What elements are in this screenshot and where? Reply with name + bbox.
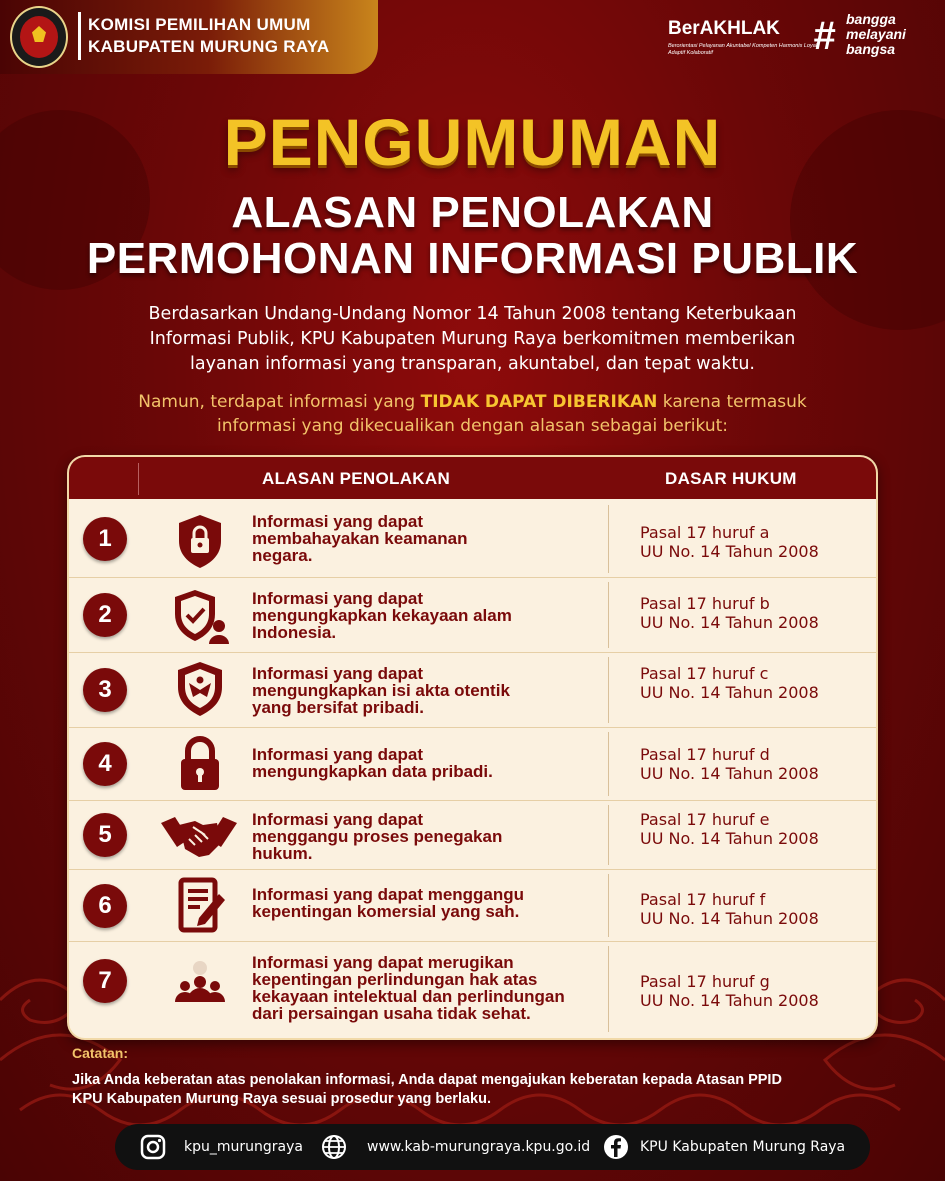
row-number: 3 — [83, 668, 127, 712]
exception-note — [100, 390, 845, 438]
org-name — [88, 14, 330, 58]
law-text — [640, 523, 860, 561]
law-text — [640, 745, 860, 783]
reason-line: Informasi yang dapat — [252, 810, 423, 829]
column-divider — [608, 582, 609, 648]
reason-line: Informasi yang dapat — [252, 512, 423, 531]
reason-text — [252, 746, 617, 780]
reason-line: Informasi yang dapat menggangu — [252, 885, 525, 904]
kpu-logo — [10, 6, 68, 68]
shield-emblem-icon — [167, 659, 233, 719]
reason-line: kepentingan perlindungan hak atas — [252, 970, 538, 989]
column-divider — [608, 732, 609, 796]
org-divider — [78, 12, 81, 60]
org-name-line2: KABUPATEN MURUNG RAYA — [88, 37, 330, 56]
reason-text — [252, 811, 617, 862]
note-emphasis: TIDAK DAPAT DIBERIKAN — [420, 392, 658, 412]
row-number: 2 — [83, 593, 127, 637]
reason-text — [252, 590, 617, 641]
reason-line: Informasi yang dapat — [252, 745, 423, 764]
note-before: Namun, terdapat informasi yang — [138, 392, 421, 412]
column-divider — [608, 946, 609, 1032]
reason-line: mengungkapkan isi akta otentik — [252, 681, 510, 700]
table-row — [69, 578, 876, 652]
reason-line: Informasi yang dapat — [252, 589, 423, 608]
handshake-icon — [159, 805, 239, 865]
reason-text — [252, 665, 617, 716]
reason-line: mengungkapkan kekayaan alam — [252, 606, 512, 625]
table-row — [69, 501, 876, 577]
berakhlak-tagline: Berorientasi Pelayanan Akuntabel Kompeten Harmonis Loyal Adaptif Kolaboratif — [668, 43, 817, 56]
intro-line: Berdasarkan Undang-Undang Nomor 14 Tahun 2008 tentang Keterbukaan — [148, 304, 797, 324]
instagram-icon[interactable] — [140, 1134, 166, 1160]
reason-text — [252, 954, 617, 1022]
page-title: PENGUMUMAN — [223, 105, 722, 179]
instagram-handle[interactable]: kpu_murungraya — [184, 1139, 303, 1155]
table-row — [69, 653, 876, 727]
law-line: UU No. 14 Tahun 2008 — [640, 991, 819, 1010]
law-line: UU No. 14 Tahun 2008 — [640, 909, 819, 928]
law-text — [640, 890, 860, 928]
org-header — [0, 0, 378, 74]
facebook-page[interactable]: KPU Kabupaten Murung Raya — [640, 1139, 846, 1155]
reason-line: dari persaingan usaha tidak sehat. — [252, 1004, 531, 1023]
tagline-word: bangga — [846, 11, 896, 27]
website-link[interactable]: www.kab-murungraya.kpu.go.id — [367, 1139, 591, 1155]
reason-line: yang bersifat pribadi. — [252, 698, 424, 717]
reason-line: kepentingan komersial yang sah. — [252, 902, 520, 921]
row-number: 4 — [83, 742, 127, 786]
column-divider — [608, 805, 609, 865]
globe-icon[interactable] — [321, 1134, 347, 1160]
law-line: Pasal 17 huruf e — [640, 810, 770, 829]
law-line: Pasal 17 huruf f — [640, 890, 766, 909]
row-number: 6 — [83, 884, 127, 928]
law-line: UU No. 14 Tahun 2008 — [640, 829, 819, 848]
document-pen-icon — [167, 876, 233, 936]
law-text — [640, 810, 860, 848]
law-line: Pasal 17 huruf c — [640, 664, 769, 683]
reason-line: Indonesia. — [252, 623, 337, 642]
tagline-word: bangsa — [846, 41, 896, 57]
reason-line: membahayakan keamanan — [252, 529, 468, 548]
row-number: 1 — [83, 517, 127, 561]
note-text — [72, 1071, 892, 1109]
table-row — [69, 870, 876, 941]
law-line: UU No. 14 Tahun 2008 — [640, 683, 819, 702]
row-number: 7 — [83, 959, 127, 1003]
reason-line: Informasi yang dapat — [252, 664, 423, 683]
note-line: KPU Kabupaten Murung Raya sesuai prosedur yang berlaku. — [72, 1091, 491, 1107]
law-line: Pasal 17 huruf d — [640, 745, 770, 764]
law-line: UU No. 14 Tahun 2008 — [640, 764, 819, 783]
intro-paragraph — [100, 302, 845, 377]
note-line: Jika Anda keberatan atas penolakan informasi, Anda dapat mengajukan keberatan kepada Atasan PPID — [72, 1072, 782, 1088]
law-line: Pasal 17 huruf a — [640, 523, 770, 542]
reason-line: mengungkapkan data pribadi. — [252, 762, 493, 781]
law-line: Pasal 17 huruf g — [640, 972, 770, 991]
table-header — [69, 457, 876, 499]
berakhlak-logo: BerAKHLAK — [668, 18, 780, 39]
reason-text — [252, 513, 617, 564]
column-header-reason: ALASAN PENOLAKAN — [262, 469, 451, 488]
intro-line: layanan informasi yang transparan, akuntabel, dan tepat waktu. — [190, 354, 755, 374]
facebook-icon[interactable] — [603, 1134, 629, 1160]
law-line: UU No. 14 Tahun 2008 — [640, 542, 819, 561]
reason-line: hukum. — [252, 844, 313, 863]
reason-line: menggangu proses penegakan — [252, 827, 503, 846]
subtitle-line2: PERMOHONAN INFORMASI PUBLIK — [86, 234, 859, 283]
subtitle-line1: ALASAN PENOLAKAN — [231, 188, 714, 237]
note-after: karena termasuk — [657, 392, 807, 412]
tagline-word: melayani — [846, 26, 906, 42]
row-number: 5 — [83, 813, 127, 857]
note-line2: informasi yang dikecualikan dengan alasan sebagai berikut: — [216, 416, 729, 436]
table-row — [69, 728, 876, 800]
shield-user-check-icon — [167, 586, 233, 646]
column-divider — [608, 505, 609, 573]
column-divider — [608, 874, 609, 937]
intro-line: Informasi Publik, KPU Kabupaten Murung Raya berkomitmen memberikan — [149, 329, 796, 349]
reason-text — [252, 886, 617, 920]
law-text — [640, 664, 860, 702]
rejection-table — [67, 455, 878, 1040]
padlock-icon — [167, 734, 233, 794]
reason-line: negara. — [252, 546, 313, 565]
law-line: Pasal 17 huruf b — [640, 594, 770, 613]
bangga-melayani-bangsa — [846, 12, 906, 57]
law-text — [640, 972, 860, 1010]
law-line: UU No. 14 Tahun 2008 — [640, 613, 819, 632]
reason-line: Informasi yang dapat merugikan — [252, 953, 514, 972]
org-name-line1: KOMISI PEMILIHAN UMUM — [88, 15, 311, 34]
column-header-law: DASAR HUKUM — [665, 469, 797, 488]
shield-lock-icon — [167, 511, 233, 571]
note-label: Catatan: — [72, 1045, 129, 1061]
column-divider — [608, 657, 609, 723]
header-divider — [138, 463, 139, 495]
reason-line: kekayaan intelektual dan perlindungan — [252, 987, 565, 1006]
group-icon — [167, 956, 233, 1016]
table-row — [69, 942, 876, 1040]
hashtag-logo: # — [813, 14, 836, 58]
table-row — [69, 801, 876, 869]
law-text — [640, 594, 860, 632]
